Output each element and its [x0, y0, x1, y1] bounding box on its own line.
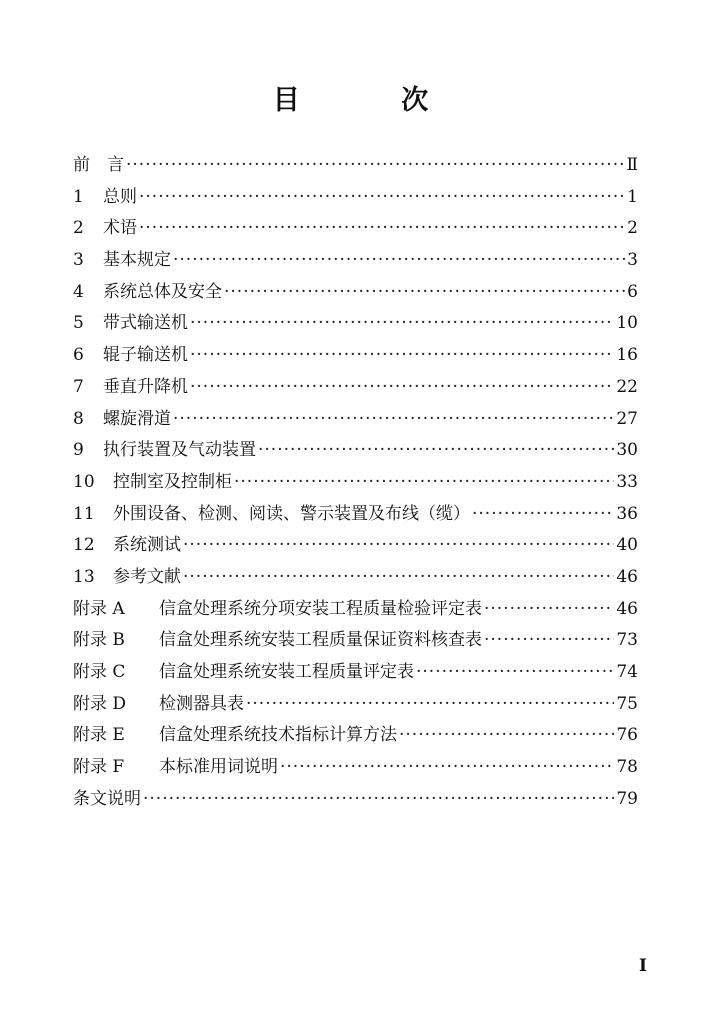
table-of-contents	[73, 150, 638, 815]
toc-entry-label: 系统测试	[113, 535, 181, 556]
toc-entry	[73, 182, 638, 214]
dot-leader	[246, 689, 614, 721]
dot-leader	[472, 499, 614, 531]
toc-entry	[73, 467, 638, 499]
toc-entry-number: 附录 E	[73, 725, 125, 746]
toc-entry-number: 10	[73, 471, 95, 492]
toc-entry-page: 10	[616, 313, 638, 334]
toc-entry	[73, 308, 638, 340]
toc-entry	[73, 784, 638, 816]
toc-entry-label: 垂直升降机	[103, 376, 188, 397]
toc-entry-page: 2	[627, 218, 638, 239]
toc-entry	[73, 372, 638, 404]
dot-leader	[234, 467, 614, 499]
toc-entry	[73, 435, 638, 467]
toc-entry-number: 8	[73, 408, 84, 429]
toc-entry-label: 前 言	[73, 155, 124, 175]
toc-entry-page: 36	[616, 503, 638, 524]
toc-entry-label: 术语	[103, 218, 137, 239]
toc-entry-page: 3	[627, 250, 638, 271]
toc-entry-page: 73	[616, 630, 638, 651]
toc-entry-number: 附录 F	[73, 757, 125, 778]
toc-entry-page: Ⅱ	[626, 155, 638, 175]
dot-leader	[399, 720, 614, 752]
toc-entry-number: 4	[73, 281, 84, 302]
page-number: I	[639, 956, 647, 976]
toc-entry-number: 11	[73, 503, 95, 524]
toc-entry	[73, 499, 638, 531]
dot-leader	[183, 562, 614, 594]
toc-entry-number: 5	[73, 313, 84, 334]
dot-leader	[143, 784, 614, 816]
toc-entry-page: 22	[616, 376, 638, 397]
toc-entry-number: 7	[73, 376, 84, 397]
dot-leader	[126, 150, 624, 182]
dot-leader	[190, 340, 614, 372]
toc-entry-page: 30	[616, 440, 638, 461]
dot-leader	[258, 435, 614, 467]
toc-entry-label: 执行装置及气动装置	[103, 440, 256, 461]
toc-entry-number: 附录 D	[73, 693, 127, 714]
dot-leader	[484, 594, 614, 626]
toc-entry	[73, 213, 638, 245]
toc-entry-page: 74	[616, 662, 638, 682]
toc-entry-label: 基本规定	[103, 250, 171, 271]
toc-entry	[73, 752, 638, 784]
toc-entry-label: 信盒处理系统分项安装工程质量检验评定表	[159, 598, 482, 619]
toc-entry-number: 1	[73, 186, 84, 207]
toc-entry-label: 信盒处理系统技术指标计算方法	[159, 725, 397, 746]
toc-entry-page: 79	[616, 788, 638, 809]
toc-entry	[73, 277, 638, 309]
toc-entry-label: 条文说明	[73, 788, 141, 809]
toc-entry	[73, 562, 638, 594]
toc-entry-page: 16	[616, 345, 638, 366]
toc-entry	[73, 245, 638, 277]
dot-leader	[139, 213, 625, 245]
toc-entry	[73, 340, 638, 372]
toc-entry-number: 12	[73, 535, 95, 556]
toc-entry-label: 检测器具表	[159, 693, 244, 714]
toc-entry-label: 系统总体及安全	[103, 281, 222, 302]
toc-entry-label: 外围设备、检测、阅读、警示装置及布线（缆）	[113, 503, 470, 524]
toc-entry	[73, 689, 638, 721]
dot-leader	[224, 277, 625, 309]
toc-entry-label: 本标准用词说明	[159, 757, 278, 778]
toc-entry-page: 6	[627, 281, 638, 302]
dot-leader	[139, 182, 625, 214]
toc-entry	[73, 720, 638, 752]
toc-entry-label: 信盒处理系统安装工程质量评定表	[159, 662, 414, 682]
dot-leader	[484, 625, 614, 657]
toc-entry	[73, 657, 638, 689]
toc-entry-page: 75	[616, 693, 638, 714]
toc-entry-label: 辊子输送机	[103, 345, 188, 366]
toc-entry-label: 螺旋滑道	[103, 408, 171, 429]
toc-entry-number: 附录 B	[73, 630, 125, 651]
toc-entry-number: 2	[73, 218, 84, 239]
dot-leader	[416, 657, 614, 689]
toc-entry	[73, 530, 638, 562]
toc-entry-number: 13	[73, 566, 95, 587]
toc-entry-label: 带式输送机	[103, 313, 188, 334]
dot-leader	[190, 372, 614, 404]
toc-entry-label: 信盒处理系统安装工程质量保证资料核查表	[159, 630, 482, 651]
toc-entry-page: 76	[616, 725, 638, 746]
page-title: 目 次	[272, 85, 475, 116]
dot-leader	[183, 530, 614, 562]
toc-entry-page: 46	[616, 566, 638, 587]
dot-leader	[173, 404, 614, 436]
toc-entry-label: 参考文献	[113, 566, 181, 587]
toc-entry-page: 78	[616, 757, 638, 778]
toc-entry-page: 33	[616, 471, 638, 492]
dot-leader	[173, 245, 625, 277]
toc-entry-page: 1	[627, 186, 638, 207]
toc-entry	[73, 625, 638, 657]
toc-entry-page: 27	[616, 408, 638, 429]
dot-leader	[190, 308, 614, 340]
dot-leader	[280, 752, 614, 784]
toc-entry-number: 6	[73, 345, 84, 366]
toc-entry-page: 46	[616, 598, 638, 619]
toc-entry-page: 40	[616, 535, 638, 556]
toc-entry	[73, 404, 638, 436]
toc-entry-number: 3	[73, 250, 84, 271]
toc-entry-number: 附录 A	[73, 598, 125, 619]
toc-entry	[73, 594, 638, 626]
toc-entry	[73, 150, 638, 182]
toc-entry-number: 附录 C	[73, 662, 126, 682]
toc-entry-label: 总则	[103, 186, 137, 207]
toc-entry-number: 9	[73, 440, 84, 461]
toc-entry-label: 控制室及控制柜	[113, 471, 232, 492]
